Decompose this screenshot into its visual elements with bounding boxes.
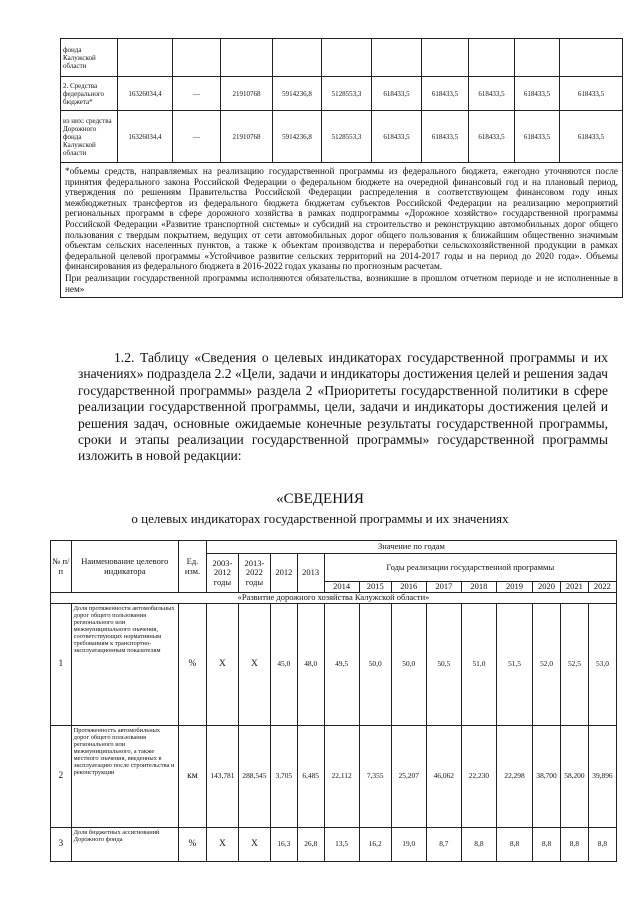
- indicator-name: Доля протяженности автомобильных дорог общего пользования регионального или межмуниципального значения, соответствующих нормативным требованиям к транспортно-эксплуатационным показателям: [71, 603, 178, 725]
- section-row: «Развитие дорожного хозяйства Калужской области»: [51, 593, 617, 604]
- section-title: «СВЕДЕНИЯ: [276, 491, 364, 507]
- value: 52,0: [533, 603, 561, 725]
- cell: 618433,5: [515, 111, 560, 163]
- cell: [273, 39, 322, 77]
- value: 8,8: [496, 827, 532, 861]
- funding-table: [60, 38, 623, 298]
- indicator-name: Протяженность автомобильных дорог общего пользования регионального или межмуниципального, а также местного значения, введенных в эксплуатацию после строительства и реконструкции: [71, 725, 178, 827]
- funding-row: [61, 111, 623, 163]
- value: 22,112: [324, 725, 359, 827]
- cell: [322, 39, 372, 77]
- value: 39,896: [588, 725, 616, 827]
- cell: 16326034,4: [118, 77, 173, 111]
- value: 46,062: [426, 725, 461, 827]
- table-row: [51, 603, 617, 725]
- value: 8,8: [533, 827, 561, 861]
- value: 50,0: [391, 603, 426, 725]
- value: 8,8: [461, 827, 496, 861]
- table-row: [51, 725, 617, 827]
- header-year: 2022: [588, 582, 616, 593]
- cell: [560, 39, 623, 77]
- cell: [515, 39, 560, 77]
- header-year-2013: 2013: [297, 554, 324, 593]
- header-year: 2016: [391, 582, 426, 593]
- header-year: 2020: [533, 582, 561, 593]
- table-row: [51, 827, 617, 861]
- funding-row: [61, 39, 623, 77]
- cell: 618433,5: [560, 111, 623, 163]
- cell: 5914236,8: [273, 77, 322, 111]
- value: 16,3: [270, 827, 297, 861]
- value: 45,0: [270, 603, 297, 725]
- unit: %: [179, 603, 207, 725]
- row-label: из них: средства Дорожного фонда Калужской области: [61, 111, 118, 163]
- value: 51,5: [496, 603, 532, 725]
- value: 50,5: [426, 603, 461, 725]
- value: 48,0: [297, 603, 324, 725]
- cell: 618433,5: [469, 111, 515, 163]
- footnote-text-2: При реализации государственной программы исполняются обязательства, возникшие в прошлом отчетном периоде и не исполненные в нем»: [65, 272, 618, 294]
- cell: 16326034,4: [118, 111, 173, 163]
- value: 143,781: [206, 725, 238, 827]
- value: 13,5: [324, 827, 359, 861]
- value: 50,0: [359, 603, 391, 725]
- value: 26,8: [297, 827, 324, 861]
- cell: —: [173, 111, 221, 163]
- cell: 21910768: [221, 111, 273, 163]
- header-year: 2015: [359, 582, 391, 593]
- footnote-text: *объемы средств, направляемых на реализацию государственной программы из федерального бюджета, ежегодно уточняются после принятия федерального закона Российской Федерации о федеральном бюджете на очередной финансовый год и на плановый период, утверждения по решениям Правительства Российской Федерации распределения в соответствующем финансовом году иных межбюджетных трансфертов из федерального бюджета бюджетам субъектов Российской Федерации на реализацию мероприятий региональных программ в сфере дорожного хозяйства в рамках подпрограммы «Дорожное хозяйство» государственной программы Российской Федерации «Развитие транспортной системы» и субсидий на строительство и реконструкцию автомобильных дорог общего пользования с твердым покрытием, ведущих от сети автомобильных дорог общего пользования к ближайшим общественно значимым объектам сельских населенных пунктов, а также к объектам производства и переработки сельскохозяйственной продукции в рамках федеральной целевой программы «Устойчивое развитие сельских территорий на 2014-2017 годы и на период до 2020 года». Объемы финансирования из федерального бюджета в 2016-2022 годах указаны по прогнозным расчетам.: [65, 166, 618, 272]
- header-year: 2018: [461, 582, 496, 593]
- value: 49,5: [324, 603, 359, 725]
- cell: [469, 39, 515, 77]
- header-implementation-years: Годы реализации государственной программы: [324, 554, 616, 582]
- cell: —: [173, 77, 221, 111]
- header-period-1: 2003-2012 годы: [206, 554, 238, 593]
- row-num: 1: [51, 603, 72, 725]
- cell: 5128553,3: [322, 111, 372, 163]
- header-year: 2014: [324, 582, 359, 593]
- indicator-name: Доля бюджетных ассигнований Дорожного фонда: [71, 827, 178, 861]
- value: 53,0: [588, 603, 616, 725]
- value: Х: [206, 603, 238, 725]
- cell: 618433,5: [469, 77, 515, 111]
- value: 8,8: [560, 827, 588, 861]
- value: 51,0: [461, 603, 496, 725]
- funding-footnote: [61, 163, 623, 298]
- cell: [422, 39, 469, 77]
- value: 6,485: [297, 725, 324, 827]
- cell: 618433,5: [560, 77, 623, 111]
- row-num: 2: [51, 725, 72, 827]
- header-year: 2021: [560, 582, 588, 593]
- header-values-by-year: Значение по годам: [206, 541, 616, 554]
- value: 7,355: [359, 725, 391, 827]
- indicators-table: [50, 540, 617, 862]
- cell: 618433,5: [372, 111, 422, 163]
- cell: 5914236,8: [273, 111, 322, 163]
- cell: [118, 39, 173, 77]
- cell: 21910768: [221, 77, 273, 111]
- header-period-2: 2013-2022 годы: [238, 554, 270, 593]
- unit: км: [179, 725, 207, 827]
- value: 22,230: [461, 725, 496, 827]
- value: 58,200: [560, 725, 588, 827]
- value: 8,8: [588, 827, 616, 861]
- row-num: 3: [51, 827, 72, 861]
- value: 8,7: [426, 827, 461, 861]
- amendment-paragraph: 1.2. Таблицу «Сведения о целевых индикаторах государственной программы и их значениях» подраздела 2.2 «Цели, задачи и индикаторы достижения целей и решения задач государственной программы» раздела 2 «Приоритеты государственной политики в сфере реализации государственной программы, цели, задачи и индикаторы достижения целей и решения задач, основные ожидаемые конечные результаты государственной программы, сроки и этапы реализации государственной программы» государственной программы изложить в новой редакции:: [78, 350, 608, 464]
- value: 288,545: [238, 725, 270, 827]
- cell: 618433,5: [422, 77, 469, 111]
- cell: [372, 39, 422, 77]
- header-year-2012: 2012: [270, 554, 297, 593]
- section-subtitle: о целевых индикаторах государственной программы и их значениях: [131, 511, 509, 526]
- cell: 5128553,3: [322, 77, 372, 111]
- value: 16,2: [359, 827, 391, 861]
- value: Х: [238, 603, 270, 725]
- value: Х: [238, 827, 270, 861]
- header-name: Наименование целевого индикатора: [71, 541, 178, 593]
- value: Х: [206, 827, 238, 861]
- header-year: 2017: [426, 582, 461, 593]
- cell: [173, 39, 221, 77]
- row-label: фонда Калужской области: [61, 39, 118, 77]
- value: 38,700: [533, 725, 561, 827]
- cell: 618433,5: [515, 77, 560, 111]
- row-label: 2. Средства федерального бюджета*: [61, 77, 118, 111]
- header-num: № п/п: [51, 541, 72, 593]
- funding-row: [61, 77, 623, 111]
- value: 3,705: [270, 725, 297, 827]
- value: 52,5: [560, 603, 588, 725]
- header-year: 2019: [496, 582, 532, 593]
- header-unit: Ед. изм.: [179, 541, 207, 593]
- unit: %: [179, 827, 207, 861]
- value: 22,298: [496, 725, 532, 827]
- value: 25,207: [391, 725, 426, 827]
- cell: 618433,5: [372, 77, 422, 111]
- cell: 618433,5: [422, 111, 469, 163]
- value: 19,0: [391, 827, 426, 861]
- cell: [221, 39, 273, 77]
